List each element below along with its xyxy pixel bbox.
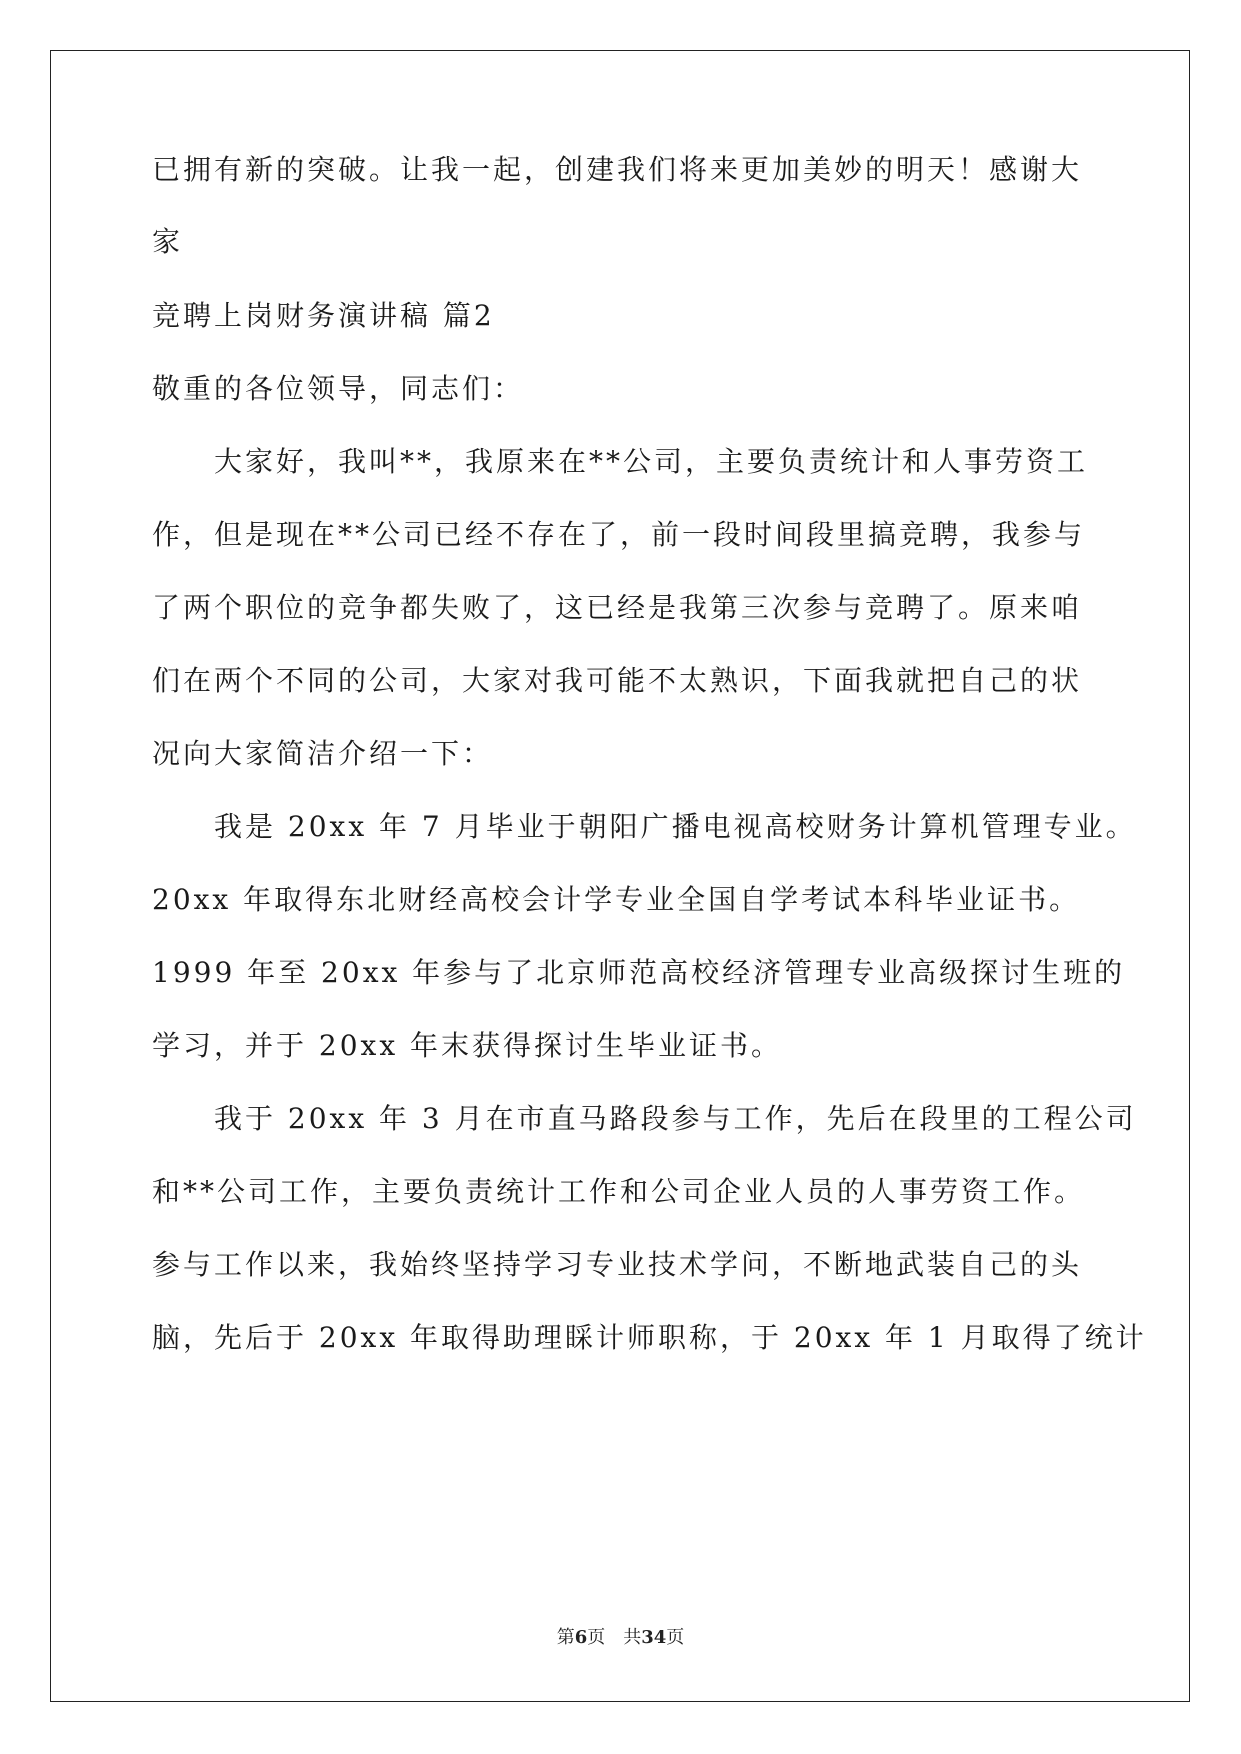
text-line: 作，但是现在**公司已经不存在了，前一段时间段里搞竞聘，我参与 bbox=[152, 518, 1086, 551]
text-line: 参与工作以来，我始终坚持学习专业技术学问，不断地武装自己的头 bbox=[152, 1248, 1083, 1281]
text-line: 大家好，我叫**，我原来在**公司，主要负责统计和人事劳资工 bbox=[214, 445, 1089, 478]
text-line: 和**公司工作，主要负责统计工作和公司企业人员的人事劳资工作。 bbox=[152, 1175, 1086, 1208]
text-line: 20xx 年取得东北财经高校会计学专业全国自学考试本科毕业证书。 bbox=[152, 883, 1081, 916]
footer-prefix: 第 bbox=[556, 1627, 575, 1648]
footer-suffix: 页 bbox=[666, 1627, 685, 1648]
text-line: 学习，并于 20xx 年末获得探讨生毕业证书。 bbox=[152, 1029, 783, 1062]
text-line: 已拥有新的突破。让我一起，创建我们将来更加美妙的明天！感谢大 bbox=[152, 153, 1083, 186]
text-line: 家 bbox=[152, 225, 184, 258]
current-page-number: 6 bbox=[574, 1627, 588, 1648]
page-footer bbox=[0, 1626, 1241, 1650]
text-line: 脑，先后于 20xx 年取得助理睬计师职称，于 20xx 年 1 月取得了统计 bbox=[152, 1321, 1147, 1354]
text-line: 况向大家简洁介绍一下： bbox=[152, 737, 494, 770]
text-line: 了两个职位的竞争都失败了，这已经是我第三次参与竞聘了。原来咱 bbox=[152, 591, 1083, 624]
text-line: 1999 年至 20xx 年参与了北京师范高校经济管理专业高级探讨生班的 bbox=[152, 956, 1126, 989]
section-heading: 竞聘上岗财务演讲稿 篇2 bbox=[152, 299, 495, 332]
footer-mid: 页 共 bbox=[587, 1627, 642, 1648]
salutation: 敬重的各位领导，同志们： bbox=[152, 372, 525, 405]
text-line: 我于 20xx 年 3 月在市直马路段参与工作，先后在段里的工程公司 bbox=[214, 1102, 1137, 1135]
text-line: 们在两个不同的公司，大家对我可能不太熟识，下面我就把自己的状 bbox=[152, 664, 1083, 697]
total-page-number: 34 bbox=[641, 1627, 667, 1648]
text-line: 我是 20xx 年 7 月毕业于朝阳广播电视高校财务计算机管理专业。 bbox=[214, 810, 1137, 843]
